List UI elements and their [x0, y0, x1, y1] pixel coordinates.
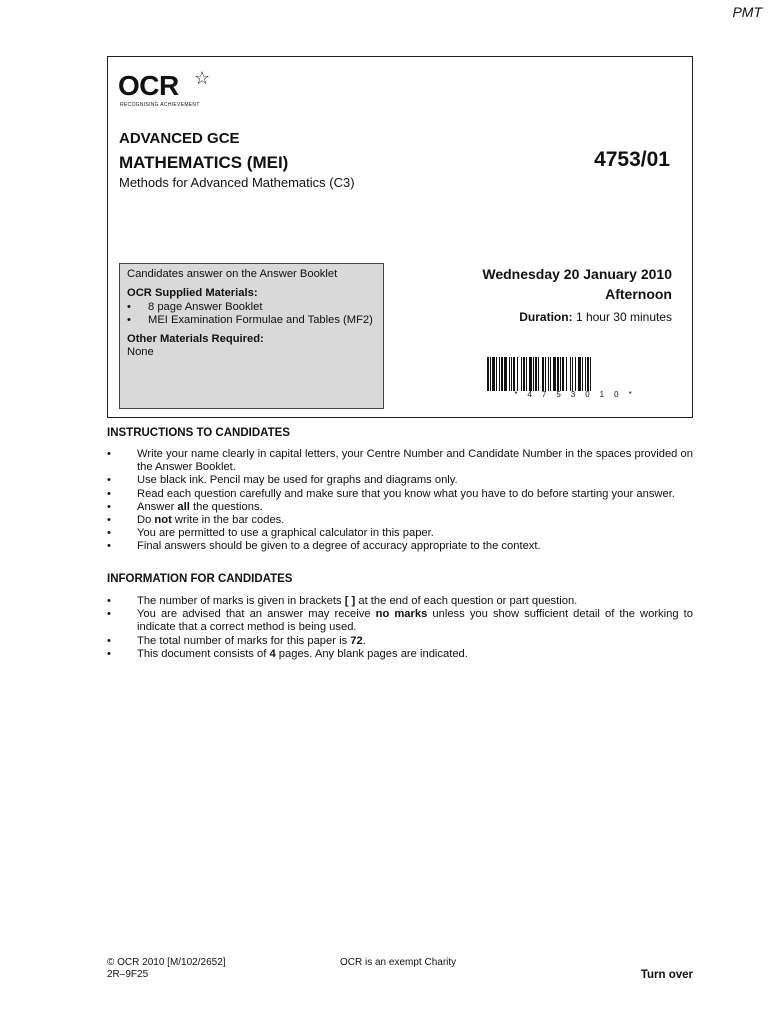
barcode-bar: [553, 357, 556, 391]
barcode-bar: [572, 357, 573, 391]
barcode-bar: [517, 357, 518, 391]
duration-value: 1 hour 30 minutes: [575, 310, 672, 324]
instructions-heading: INSTRUCTIONS TO CANDIDATES: [107, 427, 290, 439]
list-item: • The number of marks is given in brackets [ ] at the end of each question or part question.: [107, 595, 578, 607]
barcode-bar: [521, 357, 522, 391]
qualification: ADVANCED GCE: [119, 130, 240, 147]
logo-tagline: RECOGNISING ACHIEVEMENT: [120, 102, 200, 108]
list-item: • Final answers should be given to a degree of accuracy appropriate to the context.: [107, 540, 541, 553]
barcode: [487, 357, 669, 391]
list-item: • Answer all the questions.: [107, 500, 263, 513]
list-item: • This document consists of 4 pages. Any blank pages are indicated.: [107, 647, 468, 660]
supplied-item: • 8 page Answer Booklet: [127, 301, 376, 314]
barcode-bar: [499, 357, 500, 391]
list-item: • Use black ink. Pencil may be used for graphs and diagrams only.: [107, 474, 458, 487]
list-item: • You are advised that an answer may receive no marks unless you show sufficient detail of the working to indicate that a correct method is being used.: [107, 608, 693, 634]
information-list: [107, 595, 693, 661]
barcode-bar: [570, 357, 571, 391]
supplied-heading: OCR Supplied Materials:: [127, 287, 258, 300]
barcode-bar: [585, 357, 586, 391]
paper-code: 4753/01: [594, 148, 670, 171]
information-heading: INFORMATION FOR CANDIDATES: [107, 573, 293, 585]
subject-title: MATHEMATICS (MEI): [119, 153, 289, 172]
corner-mark: PMT: [732, 4, 762, 20]
answer-note: Candidates answer on the Answer Booklet: [127, 268, 338, 280]
charity-note: OCR is an exempt Charity: [340, 957, 457, 968]
barcode-bar: [523, 357, 525, 391]
barcode-bar: [501, 357, 503, 391]
barcode-bar: [535, 357, 537, 391]
star-icon: ☆: [194, 68, 211, 88]
exam-date: Wednesday 20 January 2010: [482, 266, 672, 282]
barcode-bar: [511, 357, 512, 391]
supplied-item: • MEI Examination Formulae and Tables (MF2): [127, 314, 376, 327]
other-heading: Other Materials Required:: [127, 333, 264, 346]
barcode-number: *4753010*: [514, 390, 642, 399]
barcode-bar: [504, 357, 507, 391]
list-item: • Write your name clearly in capital letters, your Centre Number and Candidate Number in the spaces provided on the Answer Booklet.: [107, 448, 693, 474]
barcode-bar: [562, 357, 564, 391]
duration-label: Duration:: [519, 310, 573, 324]
barcode-bar: [509, 357, 510, 391]
barcode-bar: [496, 357, 497, 391]
list-item: • The total number of marks for this paper is 72.: [107, 634, 366, 647]
barcode-bar: [490, 357, 491, 391]
footer-copyright: [107, 957, 226, 981]
materials-box: [119, 263, 384, 409]
barcode-bar: [492, 357, 495, 391]
barcode-bar: [526, 357, 527, 391]
barcode-bar: [533, 357, 534, 391]
barcode-bar: [578, 357, 581, 391]
copyright: © OCR 2010 [M/102/2652]: [107, 957, 226, 968]
barcode-bar: [538, 357, 539, 391]
barcode-bar: [566, 357, 567, 391]
exam-session: Afternoon: [605, 286, 672, 302]
duration: [420, 310, 672, 324]
list-item: • You are permitted to use a graphical calculator in this paper.: [107, 527, 434, 540]
ocr-logo: [118, 70, 228, 115]
list-item: • Do not write in the bar codes.: [107, 514, 285, 527]
barcode-bar: [590, 357, 591, 391]
barcode-bar: [542, 357, 544, 391]
barcode-bar: [487, 357, 489, 391]
paper-reference: 2R–9F25: [107, 969, 149, 980]
barcode-bar: [513, 357, 515, 391]
other-value: None: [127, 346, 154, 359]
barcode-bar: [550, 357, 551, 391]
barcode-bar: [557, 357, 559, 391]
barcode-bar: [529, 357, 532, 391]
barcode-bar: [575, 357, 576, 391]
paper-title: Methods for Advanced Mathematics (C3): [119, 175, 355, 190]
barcode-bar: [587, 357, 589, 391]
barcode-bar: [582, 357, 583, 391]
barcode-bar: [560, 357, 561, 391]
barcode-bar: [548, 357, 549, 391]
logo-text: OCR: [118, 70, 179, 101]
turn-over: Turn over: [640, 969, 693, 981]
list-item: • Read each question carefully and make sure that you know what you have to do before starting your answer.: [107, 487, 675, 500]
barcode-bar: [545, 357, 546, 391]
instructions-list: [107, 448, 693, 554]
